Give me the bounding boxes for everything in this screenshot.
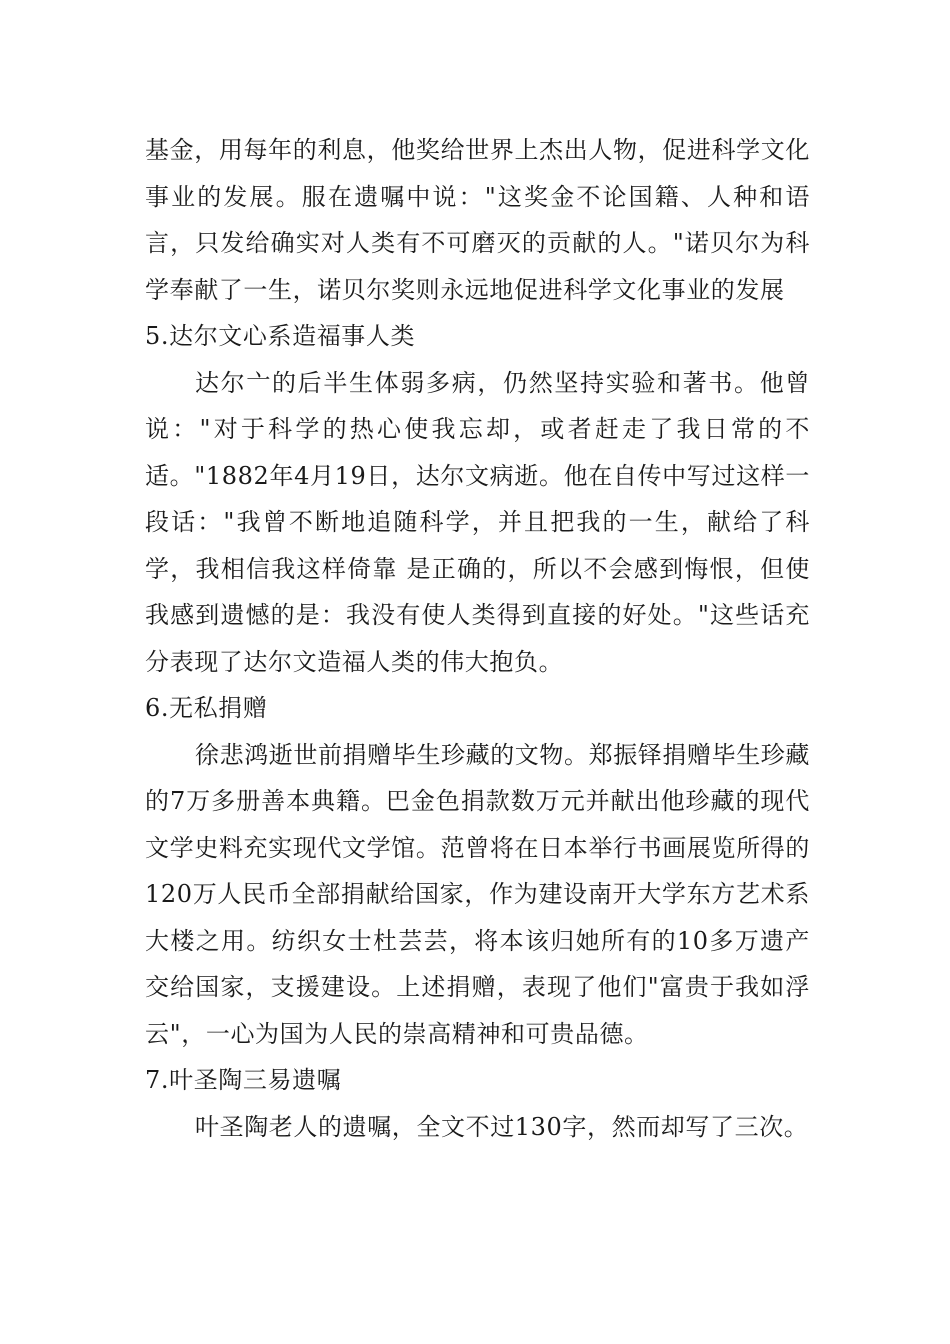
paragraph-ye-shengtao: 叶圣陶老人的遗嘱，全文不过130字，然而却写了三次。 (195, 1112, 809, 1141)
paragraph-darwin: 达尔亠的后半生体弱多病，仍然坚持实验和著书。他曾说："对于科学的热心使我忘却，或者赶走了我日常的不适。"1882年4月19日，达尔文病逝。他在自传中写过这样一段话："我曾不断地追随科学，并且把我的一生，献给了科学，我相信我这样倚靠 是正确的，所以不会感到悔恨，但使我感到遗憾的是：我没有使人类得到直接的好处。"这些话充分表现了达尔文造福人类的伟大抱负。 (145, 368, 810, 676)
paragraph-donation: 徐悲鸿逝世前捐赠毕生珍藏的文物。郑振铎捐赠毕生珍藏的7万多册善本典籍。巴金色捐款数万元并献出他珍藏的现代文学史料充实现代文学馆。范曾将在日本举行书画展览所得的120万人民币全部捐献给国家，作为建设南开大学东方艺术系大楼之用。纺织女士杜芸芸，将本该归她所有的10多万遗产交给国家，支援建设。上述捐赠，表现了他们"富贵于我如浮云"，一心为国为人民的崇高精神和可贵品德。 (145, 740, 810, 1048)
heading-ye-shengtao: 7.叶圣陶三易遗嘱 (145, 1066, 342, 1094)
paragraph-nobel-fund: 基金，用每年的利息，他奖给世界上杰出人物，促进科学文化事业的发展。服在遗嘱中说："这奖金不论国籍、人种和语言，只发给确实对人类有不可磨灭的贡献的人。"诺贝尔为科学奉献了一生，诺贝尔奖则永远地促进科学文化事业的发展 (145, 136, 810, 304)
document-body (145, 127, 810, 1150)
heading-darwin: 5.达尔文心系造福事人类 (145, 322, 416, 350)
heading-donation: 6.无私捐赠 (145, 694, 268, 722)
